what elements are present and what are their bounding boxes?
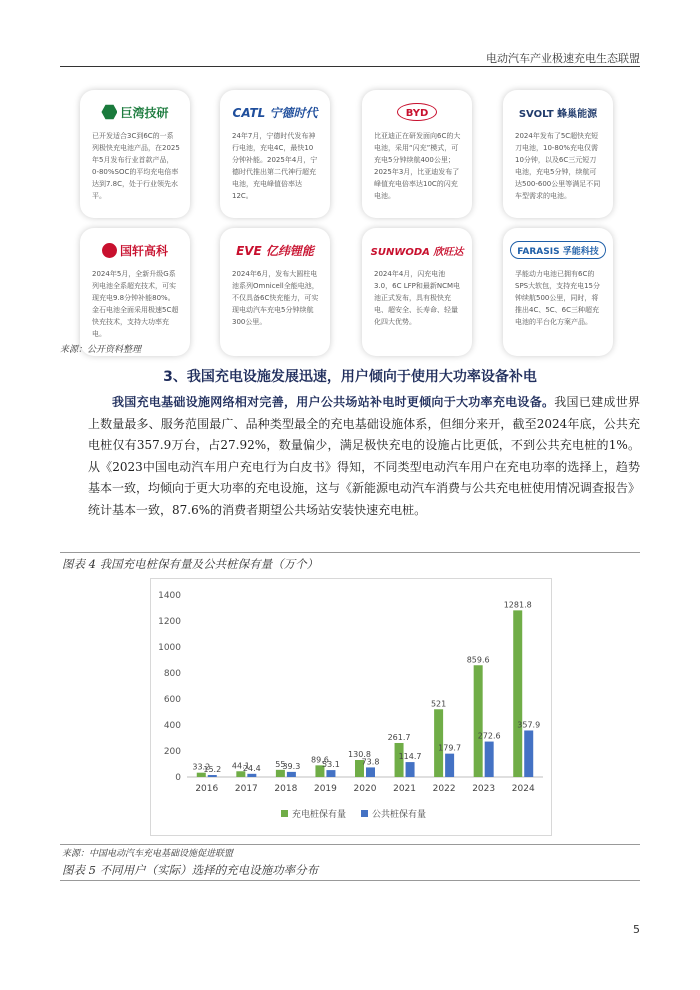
x-tick-label: 2018 (274, 784, 298, 794)
data-label: 1281.8 (503, 600, 532, 610)
data-label: 73.8 (361, 757, 380, 767)
y-tick-label: 1200 (158, 617, 181, 627)
legend-swatch (361, 810, 368, 817)
data-label: 521 (430, 699, 447, 709)
chart-container (150, 578, 552, 836)
byd-oval-logo-icon (397, 103, 438, 121)
company-name: EVE 亿纬锂能 (236, 243, 314, 258)
x-tick-label: 2023 (472, 784, 496, 794)
data-label: 55 (275, 759, 286, 769)
figure-5-title: 图表 5 不同用户（实际）选择的充电设施功率分布 (62, 863, 319, 877)
y-tick-label: 400 (163, 721, 181, 731)
data-label: 114.7 (398, 752, 422, 762)
company-card-gotion (80, 228, 190, 356)
x-tick-label: 2020 (353, 784, 377, 794)
y-tick-label: 800 (163, 669, 181, 679)
company-name: SVOLT 蜂巢能源 (518, 108, 598, 120)
company-logo (84, 236, 186, 264)
legend-label: 充电桩保有量 (292, 810, 347, 820)
data-label: 357.9 (517, 720, 541, 730)
bar-public (366, 767, 375, 777)
x-tick-label: 2016 (195, 784, 219, 794)
company-name: 巨湾技研 (120, 105, 169, 120)
company-card-farasis (503, 228, 613, 356)
bar-public (406, 762, 415, 777)
bar-public (208, 775, 217, 777)
company-name: BYD (405, 108, 429, 119)
company-logo (84, 98, 186, 126)
bar-public (326, 770, 335, 777)
company-name: SUNWODA 欣旺达 (370, 246, 464, 258)
bar-public (287, 772, 296, 777)
bar-total (474, 665, 483, 777)
bar-total (276, 770, 285, 777)
company-description: 比亚迪正在研发面向6C的大电池，采用“闪充”模式，可充电5分钟续航400公里；2025年3月，比亚迪发布了峰值充电倍率达10C的闪充电池。 (374, 132, 461, 200)
company-card-sunwoda (362, 228, 472, 356)
company-card-svolt (503, 90, 613, 218)
figure-top-rule (60, 552, 640, 553)
y-tick-label: 1400 (158, 591, 181, 601)
company-description: 孚能动力电池已拥有6C的SPS大软包，支持充电15分钟续航500公里，同时，将推出4C、5C、6C三种超充电池的平台化方案产品。 (515, 270, 601, 326)
source-note: 来源：公开资料整理 (60, 345, 142, 355)
y-tick-label: 1000 (158, 643, 181, 653)
data-label: 130.8 (348, 749, 371, 759)
company-description: 24年7月，宁德时代发布神行电池，充电4C，最快10分钟补能。2025年4月，宁德时代推出第二代神行超充电池，充电峰值倍率达12C。 (232, 132, 318, 200)
figure-bottom-rule (60, 844, 640, 845)
company-card-byd (362, 90, 472, 218)
paragraph-lead: 我国充电基础设施网络相对完善，用户公共场站补电时更倾向于大功率充电设备。 (112, 395, 555, 409)
header-divider (60, 66, 640, 67)
x-tick-label: 2024 (511, 784, 535, 794)
data-label: 33.2 (192, 762, 211, 772)
company-card-catl (220, 90, 330, 218)
data-label: 89.6 (311, 755, 329, 765)
company-description: 已开发适合3C到6C的一系列极快充电池产品，在2025年5月发布行业首款产品，0-80%SOC的平均充电倍率达到7.8C，处于行业领先水平。 (92, 132, 180, 200)
source-note: 来源：中国电动汽车充电基础设施促进联盟 (62, 849, 234, 859)
company-name: FARASIS 孚能科技 (517, 247, 599, 257)
paragraph-body: 我国已建成世界上数量最多、服务范围最广、品种类型最全的充电基础设施体系，但细分来开，截至2024年底，公共充电桩仅有357.9万台，占27.92%，数量偏少，满足极快充电的设施占比更低，不到公共充电桩的1%。从《2023中国电动汽车用户充电行为白皮书》得知，不同类型电动汽车用户在充电功率的选择上，趋势基本一致，均倾向于更大功率的充电设施，这与《新能源电动汽车消费与公共充电桩使用情况调查报告》统计基本一致，87.6%的消费者期望公共场站安装快速充电桩。 (88, 395, 641, 517)
farasis-oval-logo-icon (510, 241, 605, 259)
company-description: 2024年4月，闪充电池3.0，6C LFP和最新NCM电池正式发布，具有极快充电、超安全、长寿命、轻量化四大优势。 (374, 270, 461, 326)
hexagon-logo-icon (101, 104, 117, 120)
company-description: 2024年6月，发布大圆柱电池系列Omnicell全能电池，不仅具备6C快充能力，可实现电动汽车充电5分钟续航300公里。 (232, 270, 319, 326)
data-label: 53.1 (322, 760, 340, 770)
y-tick-label: 200 (163, 747, 181, 757)
company-logo (224, 98, 326, 126)
data-label: 272.6 (477, 731, 501, 741)
bar-total (513, 610, 522, 777)
company-description: 2024年发布了5C超快充短刀电池，10-80%充电仅需10分钟，以及6C三元短刀电池，充电5分钟，续航可达500-600公里等满足不同车型需求的电池。 (515, 132, 601, 200)
bar-public (247, 774, 256, 777)
x-tick-label: 2019 (313, 784, 337, 794)
figure-4-title: 图表 4 我国充电桩保有量及公共桩保有量（万个） (62, 557, 319, 571)
data-label: 24.4 (242, 763, 261, 773)
legend-swatch (281, 810, 288, 817)
x-tick-label: 2021 (393, 784, 417, 794)
gotion-logo-icon (102, 243, 117, 258)
data-label: 15.2 (203, 765, 222, 775)
bar-public (445, 754, 454, 777)
bar-public (485, 742, 494, 777)
y-tick-label: 0 (175, 773, 181, 783)
company-logo (366, 236, 468, 264)
figure-5-rule (60, 880, 640, 881)
section-paragraph (88, 392, 640, 521)
company-logo (507, 98, 609, 126)
bar-chart (151, 579, 551, 835)
section-heading: 3、我国充电设施发展迅速，用户倾向于使用大功率设备补电 (163, 369, 537, 385)
legend-label: 公共桩保有量 (372, 810, 427, 820)
header-title: 电动汽车产业极速充电生态联盟 (486, 52, 640, 65)
company-card-jwjy (80, 90, 190, 218)
company-name: CATL 宁德时代 (232, 105, 318, 120)
data-label: 39.3 (282, 761, 301, 771)
company-card-eve (220, 228, 330, 356)
company-logo (507, 236, 609, 264)
data-label: 859.6 (466, 655, 490, 665)
y-tick-label: 600 (163, 695, 181, 705)
company-logo (366, 98, 468, 126)
company-description: 2024年5月，全新升级G系列电池全系超充技术，可实现充电9.8分钟补能80%。金石电池全面采用极速5C超快充技术，支持大功率充电。 (92, 270, 179, 338)
x-tick-label: 2017 (234, 784, 258, 794)
data-label: 44.1 (231, 761, 250, 771)
data-label: 179.7 (438, 743, 462, 753)
data-label: 261.7 (387, 732, 411, 742)
company-name: 国轩高科 (119, 243, 168, 258)
x-tick-label: 2022 (432, 784, 456, 794)
bar-public (524, 730, 533, 777)
page-number: 5 (633, 923, 640, 936)
company-logo (224, 236, 326, 264)
